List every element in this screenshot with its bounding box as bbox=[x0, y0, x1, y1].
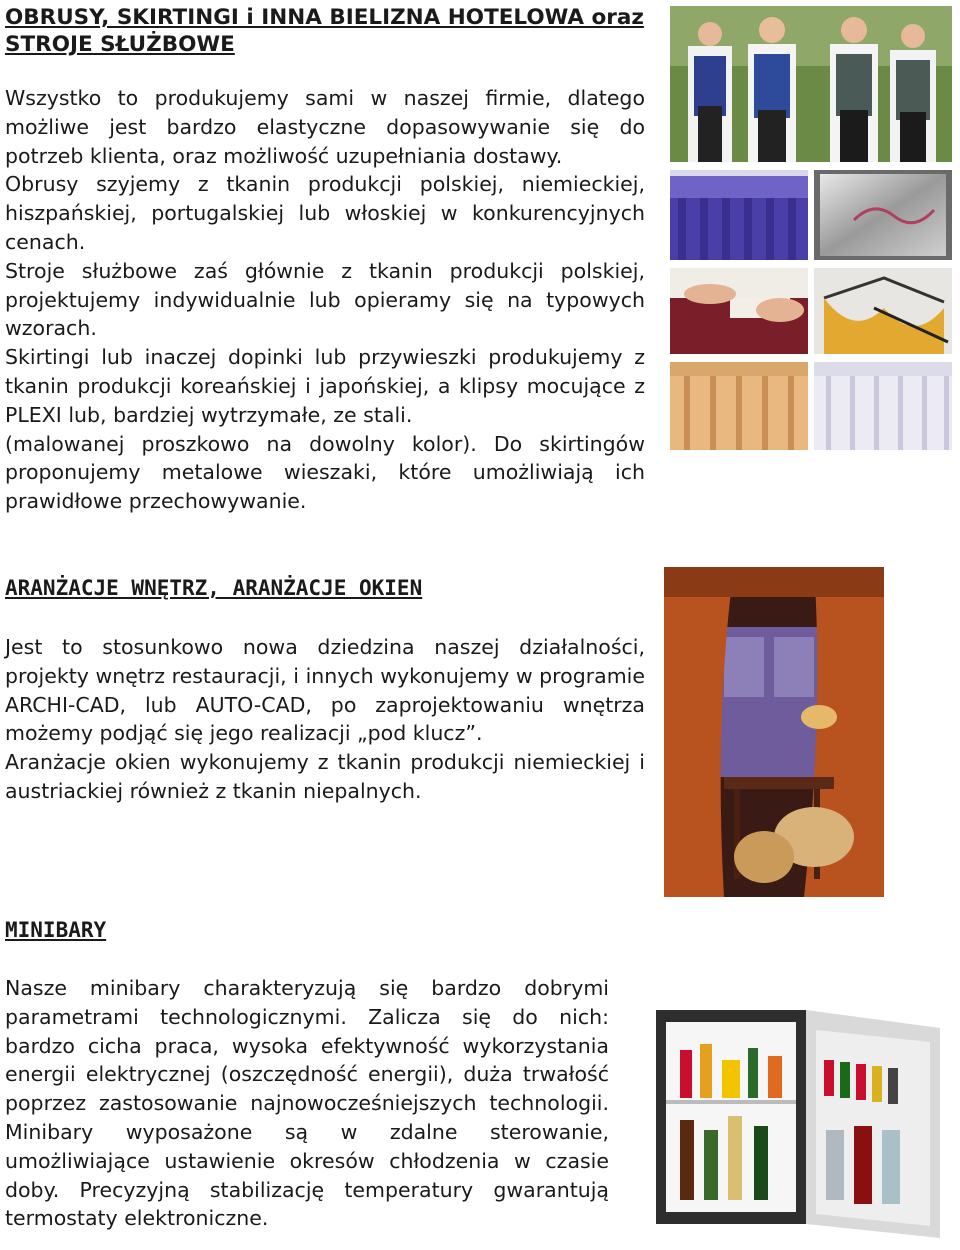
attaching-skirting-photo bbox=[670, 268, 808, 354]
section2-paragraph: Jest to stosunkowo nowa dziedzina naszej działalności, projekty wnętrz restauracji, i innych wykonujemy w programie ARCHI-CAD, lub AUTO-CAD, po zaprojektowaniu wnętrza możemy podjąć się jego realizacji „pod klucz”. bbox=[5, 635, 645, 746]
section1-title bbox=[5, 4, 644, 58]
section2-body bbox=[5, 633, 645, 806]
section3-paragraph: Nasze minibary charakteryzują się bardzo dobrymi parametrami technologicznymi. Zalicza się do nich: bardzo cicha praca, wysoka efektywność wykorzystania energii elektrycznej (oszczędność energii), duża trwałość poprzez zastosowanie najnowocześniejszych technologii. Minibary wyposażone są w zdalne sterowanie, umożliwiające ustawienie okresów chłodzenia w czasie doby. Precyzyjną stabilizację temperatury gwarantują termostaty elektroniczne. bbox=[5, 976, 609, 1231]
interior-curtains-photo bbox=[664, 567, 884, 897]
skirting-hanger-photo bbox=[814, 268, 952, 354]
section1-title-line1: OBRUSY, SKIRTINGI i INNA BIELIZNA HOTELOWA oraz bbox=[5, 5, 644, 30]
section1-body bbox=[5, 84, 645, 516]
purple-skirting-photo bbox=[670, 170, 808, 260]
section1-paragraph: Obrusy szyjemy z tkanin produkcji polskiej, niemieckiej, hiszpańskiej, portugalskiej lub włoskiej w konkurencyjnych cenach. bbox=[5, 172, 645, 254]
waiters-uniform-photo bbox=[670, 6, 952, 162]
section3-body bbox=[5, 974, 609, 1233]
section1-title-line2: STROJE SŁUŻBOWE bbox=[5, 32, 235, 57]
minibar-photo bbox=[650, 1000, 950, 1240]
metal-clip-photo bbox=[814, 170, 952, 260]
section1-paragraph: Skirtingi lub inaczej dopinki lub przywieszki produkujemy z tkanin produkcji koreańskiej i japońskiej, a klipsy mocujące z PLEXI lub, bardziej wytrzymałe, ze stali. bbox=[5, 345, 645, 427]
section2-paragraph: Aranżacje okien wykonujemy z tkanin produkcji niemieckiej i austriackiej również z tkanin niepalnych. bbox=[5, 750, 645, 803]
white-skirting-photo bbox=[814, 362, 952, 450]
beige-skirting-photo bbox=[670, 362, 808, 450]
section1-paragraph: (malowanej proszkowo na dowolny kolor). Do skirtingów proponujemy metalowe wieszaki, które umożliwiają ich prawidłowe przechowywanie. bbox=[5, 431, 645, 514]
section3-title: MINIBARY bbox=[5, 918, 107, 942]
section1-paragraph: Wszystko to produkujemy sami w naszej firmie, dlatego możliwe jest bardzo elastyczne dopasowywanie się do potrzeb klienta, oraz możliwość uzupełniania dostawy. bbox=[5, 86, 645, 168]
section1-paragraph: Stroje służbowe zaś głównie z tkanin produkcji polskiej, projektujemy indywidualnie lub opieramy się na typowych wzorach. bbox=[5, 258, 645, 341]
section2-title: ARANŻACJE WNĘTRZ, ARANŻACJE OKIEN bbox=[5, 576, 423, 600]
